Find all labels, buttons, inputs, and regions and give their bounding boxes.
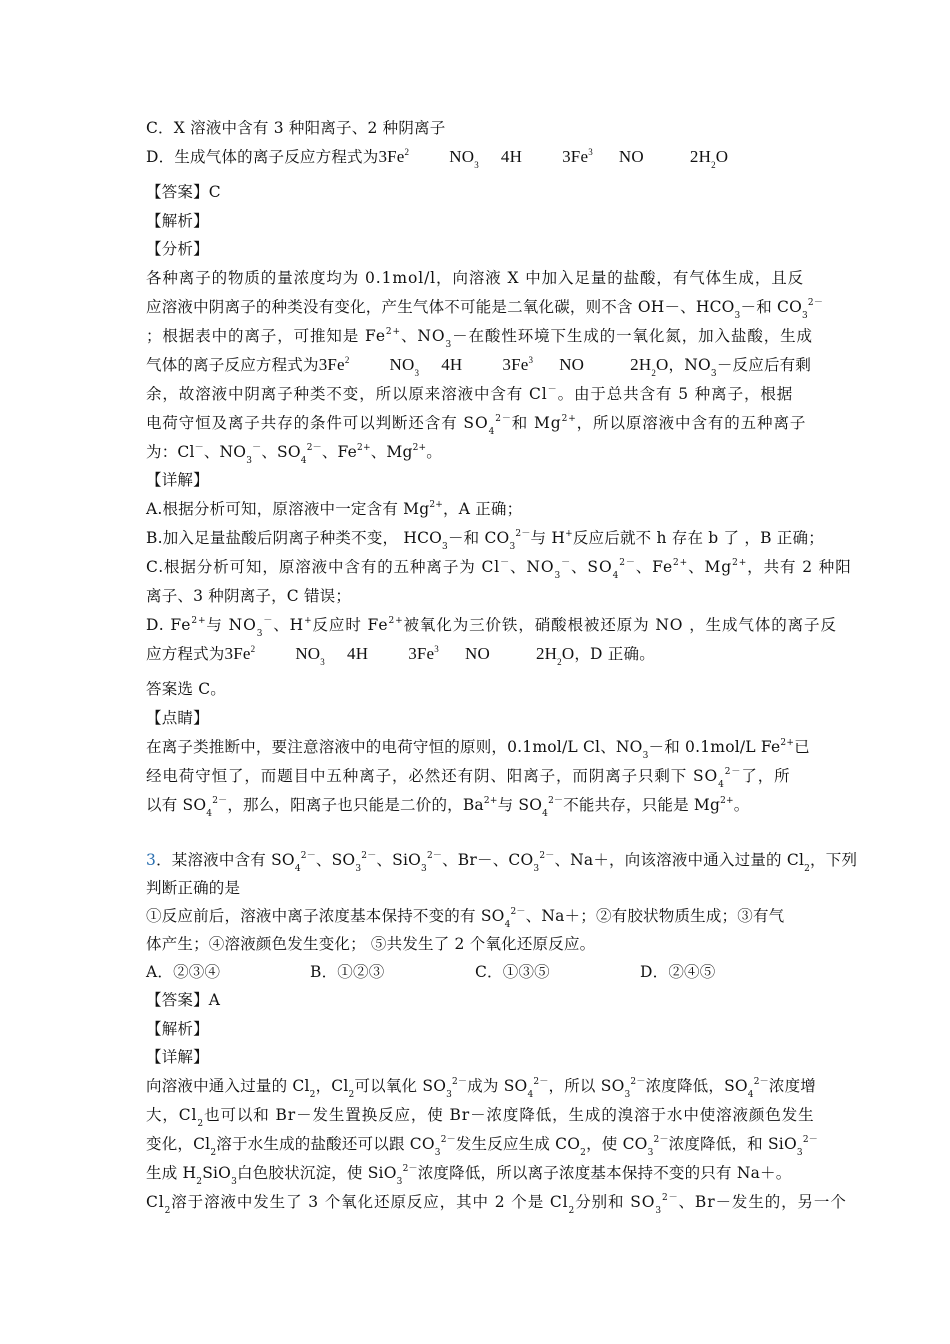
question-text: 体产生；④溶液颜色发生变化； ⑤共发生了 2 个氧化还原反应。 [146, 935, 596, 953]
analysis-text: ；根据表中的离子，可推知是 $Fe^{2+}$、$NO_3-$在酸性环境下生成的一氧化氮，加入盐酸，生成 [146, 327, 813, 350]
detail-label: 【详解】 [146, 471, 209, 489]
detail-text: C.根据分析可知，原溶液中含有的五种离子为 Cl－、$NO_3^-$、$SO_4^{2-}$、$Fe^{2+}$、$Mg^{2+}$，共有 2 种阳 [146, 558, 852, 581]
equation: 3Fe$^2$ $NO_3$ 4H 3Fe$^3$ NO $2H_2O$ [378, 147, 729, 170]
detail-text: B.加入足量盐酸后阴离子种类不变， $HCO_3-$和 $CO_3^{2-}$与 H+反应后就不 h 存在 b 了 ，B 正确； [146, 529, 824, 552]
option-d: D．生成气体的离子反应方程式为3Fe$^2$ $NO_3$ 4H 3Fe$^3$ NO $2H_2O$ [146, 147, 729, 170]
detail-text: 生成 $H_2SiO_3$白色胶状沉淀，使 SiO$_3^{2-}$浓度降低，所以离子浓度基本保持不变的只有 Na＋。 [146, 1164, 792, 1187]
detail-text: $Cl_2$溶于溶液中发生了 3 个氧化还原反应，其中 2 个是 $Cl_2$分别和 $SO_3^{2-}$、Br－发生的，另一个 [146, 1193, 847, 1216]
key-point-text: 在离子类推断中，要注意溶液中的电荷守恒的原则，0.1mol/L Cl、$NO_3-$和 0.1mol/L $Fe^{2+}$已 [146, 738, 810, 761]
option-c: C．X 溶液中含有 3 种阳离子、2 种阴离子 [146, 119, 446, 137]
analysis-text: 余，故溶液中阴离子种类不变，所以原来溶液中含有 Cl－。由于总共含有 5 种离子，根据 [146, 385, 794, 403]
answer-label: 【答案】C [146, 183, 221, 201]
analysis-text: 各种离子的物质的量浓度均为 0.1mol/l，向溶液 X 中加入足量的盐酸，有气体生成，且反 [146, 269, 805, 287]
detail-text: 应方程式为3Fe$^2$ $NO_3$ 4H 3Fe$^3$ NO $2H_2O$，D 正确。 [146, 644, 655, 667]
analysis-text: 应溶液中阴离子的种类没有变化，产生气体不可能是二氧化碳，则不含 OH－、$HCO_3-$和 $CO_3^{2-}$ [146, 298, 824, 321]
question-text: 判断正确的是 [146, 879, 241, 897]
key-point-text: 以有 $SO_4^{2-}$，那么，阳离子也只能是二价的，$Ba^{2+}$与 $SO_4^{2-}$不能共存，只能是 $Mg^{2+}$。 [146, 796, 750, 819]
analysis-text: 气体的离子反应方程式为3Fe$^2$ $NO_3$ 4H 3Fe$^3$ NO $2H_2O$，$NO_3-$反应后有剩 [146, 355, 812, 379]
key-point-text: 经电荷守恒了，而题目中五种离子，必然还有阴、阳离子，而阴离子只剩下 $SO_4^{2-}$了，所 [146, 767, 791, 790]
option-a: A．②③④ [146, 963, 221, 981]
option-b: B．①②③ [310, 963, 385, 981]
detail-text: 变化，$Cl_2$溶于水生成的盐酸还可以跟 $CO_3^{2-}$发生反应生成 $CO_2$，使 $CO_3^{2-}$浓度降低，和 SiO$_3^{2-}$ [146, 1135, 818, 1158]
analysis-label: 【解析】 [146, 1020, 209, 1038]
option-d: D．②④⑤ [640, 963, 716, 981]
detail-text: 离子、3 种阴离子，C 错误； [146, 587, 352, 605]
fenxi-label: 【分析】 [146, 240, 209, 258]
analysis-text: 为：Cl－、$NO_3^-$、$SO_4^{2-}$、$Fe^{2+}$、$Mg^{2+}$。 [146, 443, 442, 466]
detail-label: 【详解】 [146, 1048, 209, 1066]
detail-text: A.根据分析可知，原溶液中一定含有 $Mg^{2+}$，A 正确； [146, 500, 523, 518]
detail-text: 大，$Cl_2$也可以和 Br－发生置换反应，使 Br－浓度降低，生成的溴溶于水中使溶液颜色发生 [146, 1106, 815, 1129]
question-3: 3．某溶液中含有 $SO_4^{2-}$、$SO_3^{2-}$、SiO$_3^{2-}$、Br－、$CO_3^{2-}$、Na＋，向该溶液中通入过量的 $Cl_2$，下列 [146, 851, 858, 874]
detail-text: 向溶液中通入过量的 $Cl_2$，$Cl_2$可以氧化 $SO_3^{2-}$成为 $SO_4^{2-}$，所以 $SO_3^{2-}$浓度降低，$SO_4^{2-}$浓度增 [146, 1077, 816, 1100]
detail-text: D. $Fe^{2+}$与 $NO_3^-$、H+反应时 $Fe^{2+}$被氧化为三价铁，硝酸根被还原为 NO ，生成气体的离子反 [146, 616, 837, 639]
detail-text: 答案选 C。 [146, 680, 226, 698]
analysis-label: 【解析】 [146, 212, 209, 230]
option-c: C．①③⑤ [475, 963, 550, 981]
question-text: ①反应前后，溶液中离子浓度基本保持不变的有 $SO_4^{2-}$、Na＋；②有胶状物质生成；③有气 [146, 907, 785, 930]
question-number: 3 [146, 851, 157, 869]
key-point-label: 【点睛】 [146, 709, 209, 727]
analysis-text: 电荷守恒及离子共存的条件可以判断还含有 $SO_4^{2-}$和 $Mg^{2+}$，所以原溶液中含有的五种离子 [146, 414, 807, 437]
answer-label: 【答案】A [146, 991, 221, 1009]
